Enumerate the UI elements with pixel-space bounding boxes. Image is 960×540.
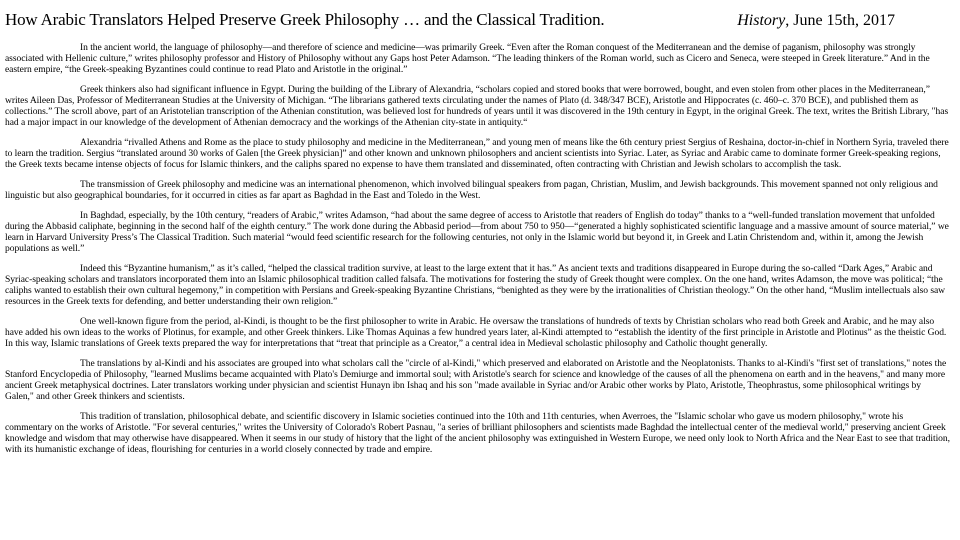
- paragraph: In the ancient world, the language of philosophy—and therefore of science and medicine—was primarily Greek. “Even after the Roman conquest of the Mediterranean and the demise of paganism, philosophy was strongly associated with Hellenic culture,” writes philosophy professor and History of Philosophy without any Gaps host Peter Adamson. “The leading thinkers of the Roman world, such as Cicero and Seneca, were steeped in Greek literature.” And in the eastern empire, “the Greek-speaking Byzantines could continue to read Plato and Aristotle in the original.”: [5, 42, 930, 75]
- article-title: How Arabic Translators Helped Preserve Greek Philosophy … and the Classical Tradition.: [5, 10, 605, 29]
- paragraph: This tradition of translation, philosophical debate, and scientific discovery in Islamic societies continued into the 10th and 11th centuries, when Averroes, the "Islamic scholar who gave us modern philosophy," wrote his commentary on the works of Aristotle. "For several centuries," writes the University of Colorado's Robert Pasnau, "a series of brilliant philosophers and scientists made Baghdad the intellectual center of the medieval world," preserving ancient Greek knowledge and wisdom that may otherwise have disappeared. When it seems in our study of history that the light of the ancient philosophy was extinguished in Western Europe, we need only look to North Africa and the Near East to see that tradition, with its humanistic exchange of ideas, flourishing for centuries in a world closely connected by trade and empire.: [5, 411, 950, 455]
- paragraph: In Baghdad, especially, by the 10th century, “readers of Arabic,” writes Adamson, “had about the same degree of access to Aristotle that readers of English do today” thanks to a “well-funded translation movement that unfolded during the Abbasid caliphate, beginning in the second half of the eighth century.” The work done during the Abbasid period—from about 750 to 950—“generated a highly sophisticated scientific language and a massive amount of source material,” we learn in Harvard University Press’s The Classical Tradition. Such material “would feed scientific research for the following centuries, not only in the Islamic world but beyond it, in Greek and Latin Christendom and, within it, among the Jewish populations as well.”: [5, 210, 949, 254]
- paragraph: The translations by al-Kindi and his associates are grouped into what scholars call the "circle of al-Kindi," which preserved and elaborated on Aristotle and the Neoplatonists. Thanks to al-Kindi's "first set of translations," notes the Stanford Encyclopedia of Philosophy, "learned Muslims became acquainted with Plato's Demiurge and immortal soul; with Aristotle's search for science and knowledge of the causes of all the phenomena on earth and in the heavens," and many more ancient Greek metaphysical doctrines. Later translators working under physician and scientist Hunayn ibn Ishaq and his son "made available in Syriac and/or Arabic other works by Plato, Aristotle, Theophrastus, some philosophical writings by Galen," and other Greek thinkers and scientists.: [5, 358, 947, 402]
- article-body: [5, 42, 950, 455]
- paragraph: One well-known figure from the period, al-Kindi, is thought to be the first philosopher to write in Arabic. He oversaw the translations of hundreds of texts by Christian scholars who read both Greek and Arabic, and he may also have added his own ideas to the works of Plotinus, for example, and other Greek thinkers. Like Thomas Aquinas a few hundred years later, al-Kindi attempted to “establish the identity of the first principle in Aristotle and Plotinus” as the theistic God. In this way, Islamic translations of Greek texts prepared the way for interpretations that “treat that principle as a Creator,” a central idea in Medieval scholastic philosophy and Catholic thought generally.: [5, 316, 947, 349]
- paragraph: Indeed this “Byzantine humanism,” as it’s called, “helped the classical tradition survive, at least to the large extent that it has.” As ancient texts and traditions disappeared in Europe during the so-called “Dark Ages,” Arabic and Syriac-speaking scholars and translators incorporated them into an Islamic philosophical tradition called falsafa. The motivations for fostering the study of Greek thought were complex. On the one hand, writes Adamson, the move was political; “the caliphs wanted to establish their own cultural hegemony,” in competition with Persians and Greek-speaking Byzantine Christians, “benighted as they were by the irrationalities of Christian theology.” On the other hand, “Muslim intellectuals also saw resources in the Greek texts for defending, and better understanding their own religion.”: [5, 263, 946, 307]
- publication-name: History: [737, 12, 786, 29]
- article-dateline: [737, 12, 950, 30]
- paragraph: Greek thinkers also had significant influence in Egypt. During the building of the Library of Alexandria, “scholars copied and stored books that were borrowed, bought, and even stolen from other places in the Mediterranean,” writes Aileen Das, Professor of Mediterranean Studies at the University of Michigan. “The librarians gathered texts circulating under the names of Plato (d. 348/347 BCE), Aristotle and Hippocrates (c. 460–c. 370 BCE), and published them as collections.” The scroll above, part of an Aristotelian transcription of the Athenian constitution, was believed lost for hundreds of years until it was discovered in the 19th century in Egypt, in the original Greek. The text, writes the British Library, "has had a major impact in our knowledge of the development of Athenian democracy and the workings of the Athenian city-state in antiquity.“: [5, 84, 949, 128]
- paragraph: The transmission of Greek philosophy and medicine was an international phenomenon, which involved bilingual speakers from pagan, Christian, Muslim, and Jewish backgrounds. This movement spanned not only religious and linguistic but also geographical boundaries, for it occurred in cities as far apart as Baghdad in the East and Toledo in the West.: [5, 179, 938, 201]
- article-header: [5, 10, 950, 32]
- paragraph: Alexandria “rivalled Athens and Rome as the place to study philosophy and medicine in the Mediterranean,” and young men of means like the 6th century priest Sergius of Reshaina, doctor-in-chief in Northern Syria, traveled there to learn the tradition. Sergius “translated around 30 works of Galen [the Greek physician]” and other known and unknown philosophers and ancient scientists into Syriac. Later, as Syriac and Arabic came to dominate former Greek-speaking regions, the Greek texts became intense objects of focus for Islamic thinkers, and the caliphs spared no expense to have them translated and disseminated, often contracting with Christian and Jewish scholars to accomplish the task.: [5, 137, 949, 170]
- publication-date: , June 15th, 2017: [785, 12, 895, 29]
